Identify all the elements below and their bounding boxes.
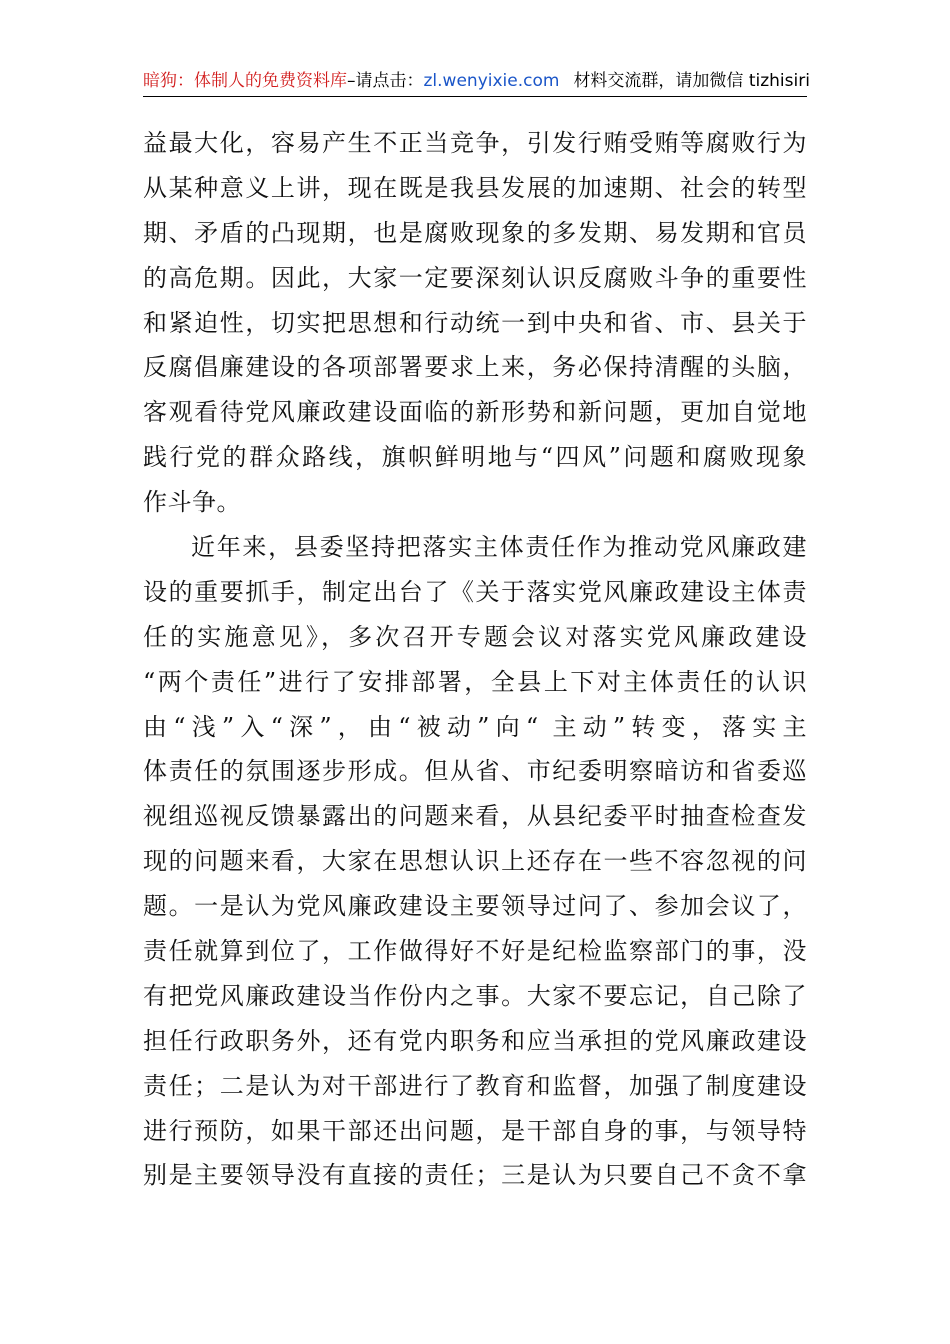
header-click-prompt: –请点击： bbox=[347, 71, 424, 91]
text-line: 题。一是认为党风廉政建设主要领导过问了、参加会议了， bbox=[143, 892, 807, 921]
text-line: 责任；二是认为对干部进行了教育和监督，加强了制度建设 bbox=[143, 1071, 807, 1100]
text-line: 进行预防，如果干部还出问题，是干部自身的事，与领导特 bbox=[143, 1116, 807, 1145]
text-line: 别是主要领导没有直接的责任；三是认为只要自己不贪不拿 bbox=[143, 1161, 807, 1190]
text-line: 践行党的群众路线，旗帜鲜明地与“四风”问题和腐败现象 bbox=[143, 443, 807, 472]
text-line: 期、矛盾的凸现期，也是腐败现象的多发期、易发期和官员 bbox=[143, 218, 807, 247]
text-line: 责任就算到位了，工作做得好不好是纪检监察部门的事，没 bbox=[143, 937, 807, 966]
document-body bbox=[143, 121, 807, 1198]
text-line: 体责任的氛围逐步形成。但从省、市纪委明察暗访和省委巡 bbox=[143, 757, 807, 786]
text-line: 视组巡视反馈暴露出的问题来看，从县纪委平时抽查检查发 bbox=[143, 802, 807, 831]
text-line: 的高危期。因此，大家一定要深刻认识反腐败斗争的重要性 bbox=[143, 263, 807, 292]
page-header bbox=[143, 66, 810, 97]
header-brand: 暗狗：体制人的免费资料库 bbox=[143, 71, 347, 91]
text-line: 客观看待党风廉政建设面临的新形势和新问题，更加自觉地 bbox=[143, 398, 807, 427]
text-line: 担任行政职务外，还有党内职务和应当承担的党风廉政建设 bbox=[143, 1026, 807, 1055]
text-line: 现的问题来看，大家在思想认识上还存在一些不容忽视的问 bbox=[143, 847, 807, 876]
header-group-note: 材料交流群，请加微信 tizhisiri bbox=[573, 71, 810, 91]
text-line: 设的重要抓手，制定出台了《关于落实党风廉政建设主体责 bbox=[143, 577, 807, 606]
text-line: 益最大化，容易产生不正当竞争，引发行贿受贿等腐败行为 bbox=[143, 129, 807, 157]
text-line: 任的实施意见》，多次召开专题会议对落实党风廉政建设 bbox=[143, 622, 807, 651]
text-line: 有把党风廉政建设当作份内之事。大家不要忘记，自己除了 bbox=[143, 981, 807, 1010]
text-line: 反腐倡廉建设的各项部署要求上来，务必保持清醒的头脑， bbox=[143, 353, 807, 382]
paragraph-start-line: 近年来，县委坚持把落实主体责任作为推动党风廉政建 bbox=[191, 533, 807, 562]
text-line: 和紧迫性，切实把思想和行动统一到中央和省、市、县关于 bbox=[143, 308, 807, 337]
text-line: 由“浅”入“深”，由“被动”向“ 主动”转变，落实主 bbox=[143, 712, 807, 741]
text-line: “两个责任”进行了安排部署，全县上下对主体责任的认识 bbox=[143, 667, 807, 696]
text-line: 作斗争。 bbox=[143, 488, 241, 517]
text-line: 从某种意义上讲，现在既是我县发展的加速期、社会的转型 bbox=[143, 173, 807, 202]
header-url-link[interactable]: zl.wenyixie.com bbox=[423, 71, 560, 91]
